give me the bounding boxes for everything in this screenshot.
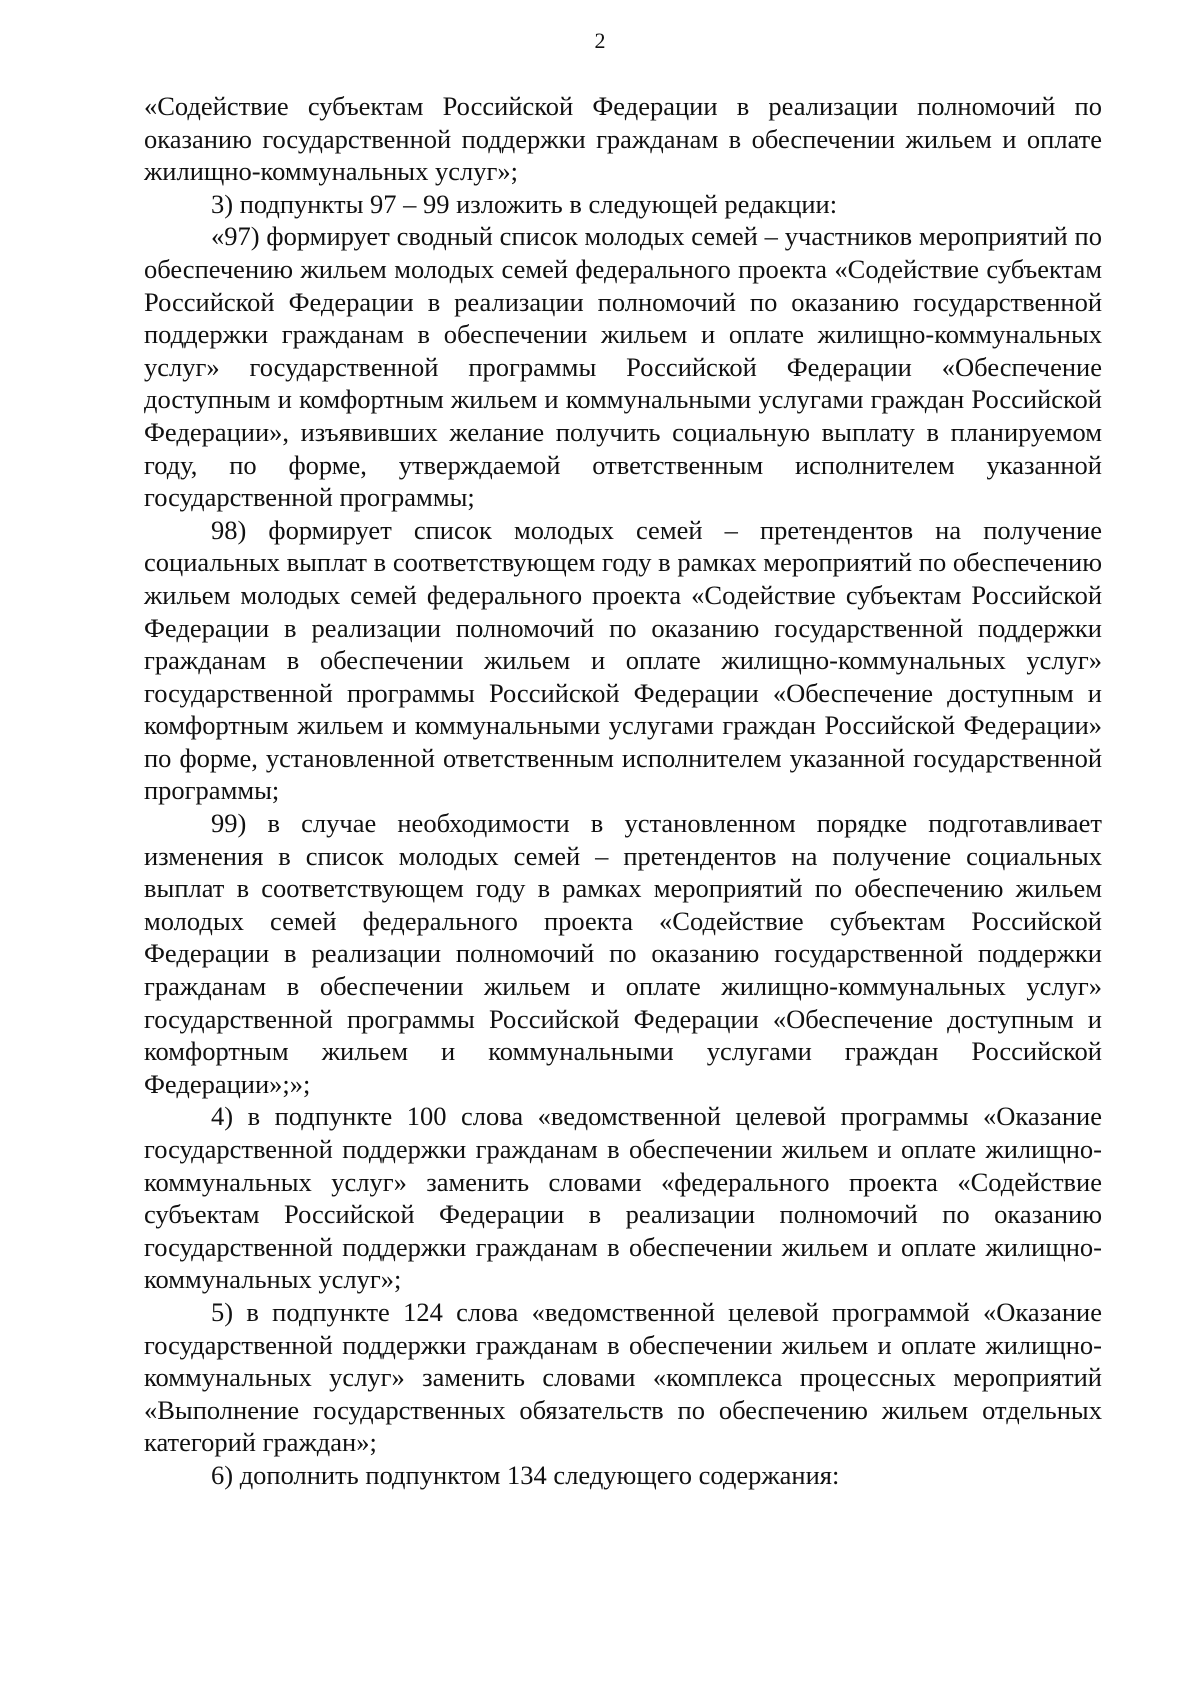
paragraph-item-5: 5) в подпункте 124 слова «ведомственной целевой программой «Оказание государственной поддержки гражданам в обеспечении жильем и оплате жилищно-коммунальных услуг» заменить словами «комплекса процессных мероприятий «Выполнение государственных обязательств по обеспечению жильем отдельных категорий граждан»; <box>144 1296 1102 1458</box>
paragraph-item-4: 4) в подпункте 100 слова «ведомственной целевой программы «Оказание государственной поддержки гражданам в обеспечении жильем и оплате жилищно-коммунальных услуг» заменить словами «федерального проекта «Содействие субъектам Российской Федерации в реализации полномочий по оказанию государственной поддержки гражданам в обеспечении жильем и оплате жилищно-коммунальных услуг»; <box>144 1101 1102 1295</box>
page-number: 2 <box>594 28 606 53</box>
paragraph-item-3: 3) подпункты 97 – 99 изложить в следующей редакции: <box>211 188 838 219</box>
paragraph-subitem-97: «97) формирует сводный список молодых семей – участников мероприятий по обеспечению жильем молодых семей федерального проекта «Содействие субъектам Российской Федерации в реализации полномочий по оказанию государственной поддержки гражданам в обеспечении жильем и оплате жилищно-коммунальных услуг» государственной программы Российской Федерации «Обеспечение доступным и комфортным жильем и коммунальными услугами граждан Российской Федерации», изъявивших желание получить социальную выплату в планируемом году, по форме, утверждаемой ответственным исполнителем указанной государственной программы; <box>144 221 1102 513</box>
paragraph-item-6: 6) дополнить подпунктом 134 следующего содержания: <box>211 1459 840 1490</box>
paragraph-subitem-98: 98) формирует список молодых семей – претендентов на получение социальных выплат в соответствующем году в рамках мероприятий по обеспечению жильем молодых семей федерального проекта «Содействие субъектам Российской Федерации в реализации полномочий по оказанию государственной поддержки гражданам в обеспечении жильем и оплате жилищно-коммунальных услуг» государственной программы Российской Федерации «Обеспечение доступным и комфортным жильем и коммунальными услугами граждан Российской Федерации» по форме, установленной ответственным исполнителем указанной государственной программы; <box>144 514 1102 806</box>
document-body <box>144 90 1102 1492</box>
paragraph-subitem-99: 99) в случае необходимости в установленном порядке подготавливает изменения в список молодых семей – претендентов на получение социальных выплат в соответствующем году в рамках мероприятий по обеспечению жильем молодых семей федерального проекта «Содействие субъектам Российской Федерации в реализации полномочий по оказанию государственной поддержки гражданам в обеспечении жильем и оплате жилищно-коммунальных услуг» государственной программы Российской Федерации «Обеспечение доступным и комфортным жильем и коммунальными услугами граждан Российской Федерации»;»; <box>144 808 1102 1099</box>
paragraph-continuation: «Содействие субъектам Российской Федерации в реализации полномочий по оказанию государственной поддержки гражданам в обеспечении жильем и оплате жилищно-коммунальных услуг»; <box>144 91 1102 187</box>
